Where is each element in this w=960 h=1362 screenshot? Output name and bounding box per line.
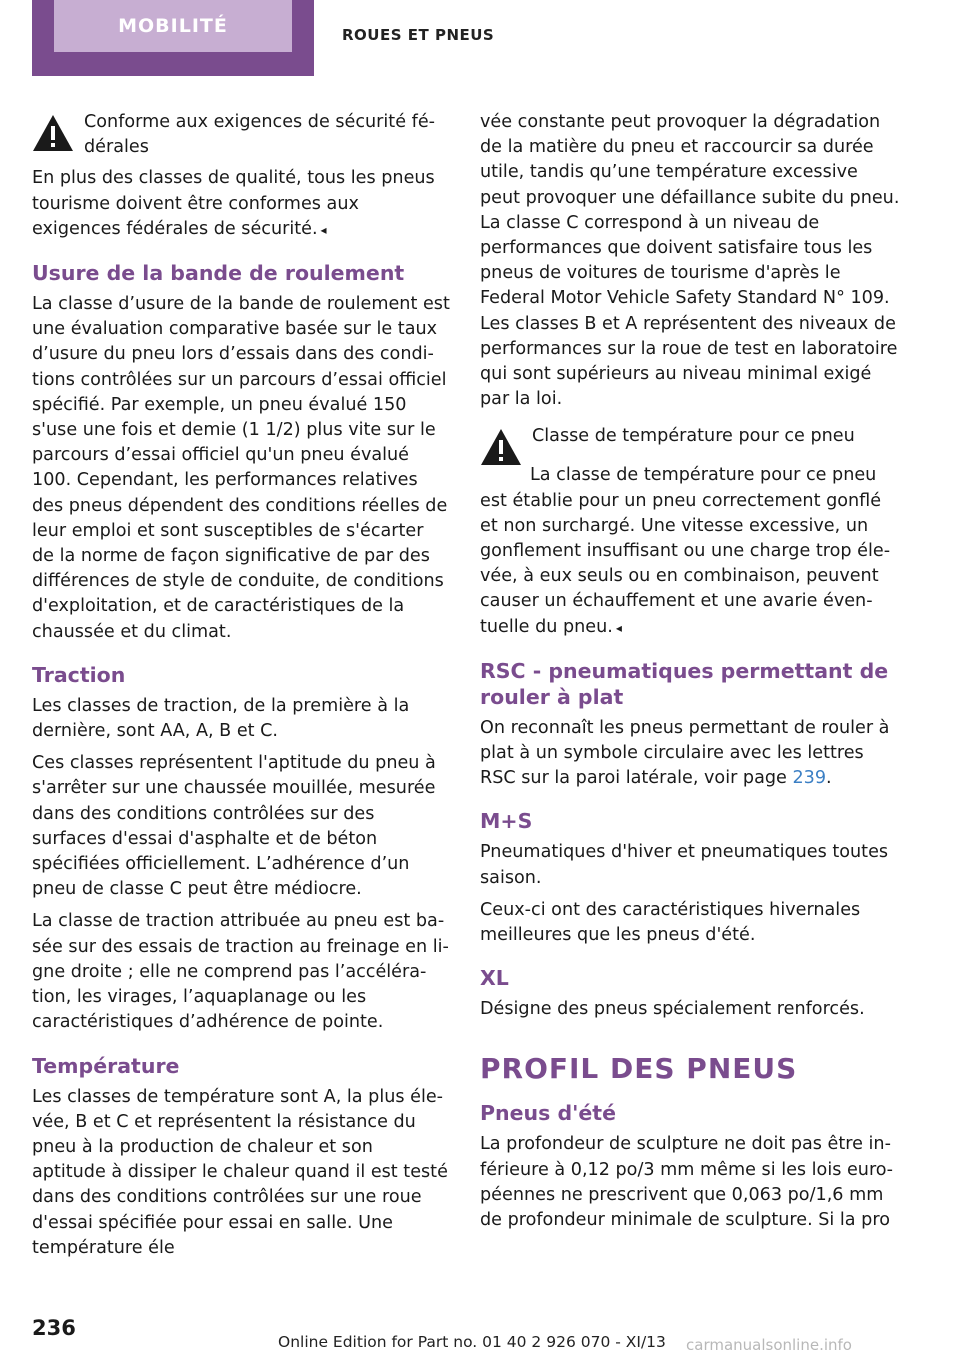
paragraph-traction-1: Les classes de traction, de la première à la dernière, sont AA, A, B et C. — [32, 695, 410, 742]
warning-triangle-icon — [32, 113, 74, 153]
paragraph-traction-3: La classe de traction attribuée au pneu est basée sur des essais de traction au freinage en ligne droite ; elle ne comprend pas l’accélération, les virages, l’aquaplanage ou les caractéristiques d’adhérence de pointe. — [32, 911, 449, 1033]
warning-block-temperature — [480, 424, 900, 467]
heading-rsc: RSC - pneumatiques permettant de rouler à plat — [480, 658, 889, 709]
end-mark: ◂ — [615, 620, 622, 635]
paragraph-traction-2: Ces classes représentent l'aptitude du pneu à s'arrêter sur une chaussée mouillée, mesurée dans des conditions contrôlées sur des surfaces d'essai d'asphalte et de béton spécifiées officiellement. L’adhérence d’un pneu de classe C peut être médiocre. — [32, 753, 436, 900]
warning-triangle-icon — [480, 427, 522, 467]
paragraph-xl: Désigne des pneus spécialement renforcés. — [480, 999, 865, 1020]
heading-temperature: Température — [32, 1053, 180, 1078]
paragraph-usure: La classe d’usure de la bande de roulement est une évaluation comparative basée sur le taux d’usure du pneu lors d’essais dans des conditions contrôlées sur un parcours d’essai officiel spécifié. Par exemple, un pneu évalué 150 s'use une fois et demie (1 1/2) plus vite sur le parcours d’essai officiel qu'un pneu évalué 100. Cependant, les performances relatives des pneus dépendent des conditions réelles de leur emploi et sont susceptibles de s'écarter de la norme de façon significative de par des différences de style de conduite, de conditions d'exploitation, et de caractéristiques de la chaussée et du climat. — [32, 294, 450, 642]
heading-ete: Pneus d'été — [480, 1101, 617, 1126]
heading-traction: Traction — [32, 662, 126, 687]
paragraph-ete: La profondeur de sculpture ne doit pas être inférieure à 0,12 po/3 mm même si les lois européennes ne prescrivent que 0,063 po/1,6 mm de profondeur minimale de sculpture. Si la pro — [480, 1134, 893, 1231]
page-number: 236 — [32, 1316, 76, 1340]
chapter-tab — [32, 0, 314, 76]
paragraph-federal: En plus des classes de qualité, tous les pneus tourisme doivent être conformes aux exigences fédérales de sécurité. ◂ — [32, 168, 435, 239]
section-title: ROUES ET PNEUS — [342, 26, 495, 44]
heading-ms: M+S — [480, 809, 533, 834]
watermark: carmanualsonline.info — [686, 1336, 852, 1354]
paragraph-rsc: On reconnaît les pneus permettant de rouler à plat à un symbole circulaire avec les lettres RSC sur la paroi latérale, voir page 239. — [480, 717, 890, 789]
heading-profil: PROFIL DES PNEUS — [480, 1052, 798, 1086]
chapter-label: MOBILITÉ — [54, 0, 292, 52]
end-mark: ◂ — [320, 222, 327, 237]
warning-title: Conforme aux exigences de sécurité fédérales — [84, 112, 436, 158]
warning-block-federal — [32, 110, 450, 160]
paragraph-temperature: Les classes de température sont A, la plus élevée, B et C et représentent la résistance du pneu à la production de chaleur et son aptitude à dissiper le chaleur quand il est testé dans des conditions contrôlées sur une roue d'essai spécifiée pour essai en salle. Une température éle — [32, 1086, 448, 1258]
paragraph-ms-2: Ceux-ci ont des caractéristiques hivernales meilleures que les pneus d'été. — [480, 899, 861, 946]
right-column — [480, 110, 900, 1240]
paragraph-ms-1: Pneumatiques d'hiver et pneumatiques toutes saison. — [480, 842, 889, 888]
heading-xl: XL — [480, 966, 509, 991]
heading-usure: Usure de la bande de roulement — [32, 261, 405, 286]
warning-title: Classe de température pour ce pneu — [532, 426, 855, 447]
paragraph-warning-temperature: La classe de température pour ce pneu est établie pour un pneu correctement gonflé et non surchargé. Une vitesse excessive, un gonflement insuffisant ou une charge trop élevée, à eux seuls ou en combinaison, peuvent causer un échauffement et une avarie éventuelle du pneu. ◂ — [480, 465, 891, 637]
page-link-239[interactable]: 239 — [792, 768, 827, 789]
left-column — [32, 110, 450, 1268]
paragraph-temperature-cont: vée constante peut provoquer la dégradation de la matière du pneu et raccourcir sa durée utile, tandis qu’une température excessive peut provoquer une défaillance subite du pneu. La classe C correspond à un niveau de performances que doivent satisfaire tous les pneus de voitures de tourisme d'après le Federal Motor Vehicle Safety Standard N° 109. Les classes B et A représentent des niveaux de performances sur la roue de test en laboratoire qui sont supérieurs au niveau minimal exigé par la loi. — [480, 112, 900, 410]
edition-footer: Online Edition for Part no. 01 40 2 926 070 - XI/13 — [278, 1333, 666, 1351]
